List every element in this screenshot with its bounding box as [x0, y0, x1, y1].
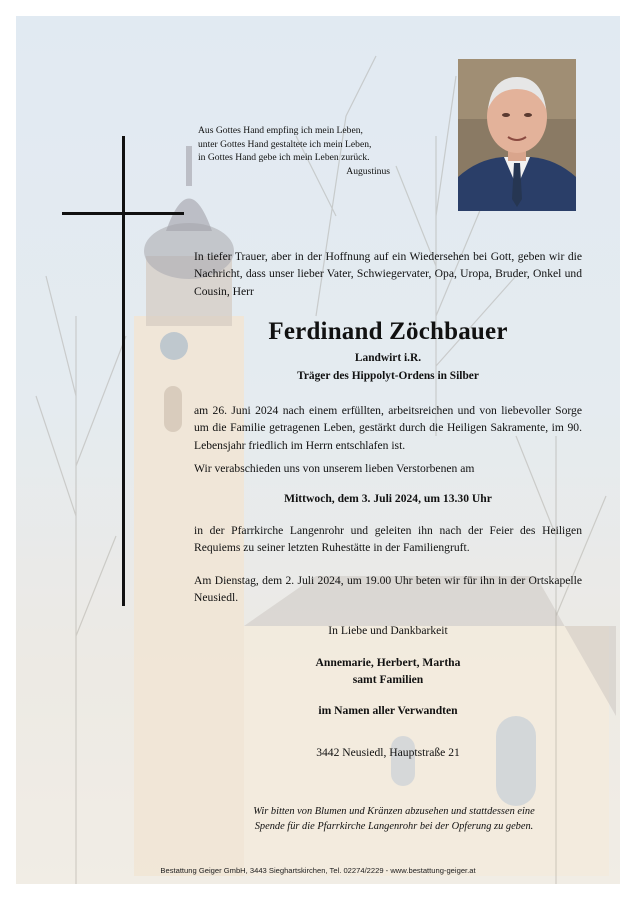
title-occupation: Landwirt i.R.	[354, 352, 422, 364]
quote-line: Aus Gottes Hand empfing ich mein Leben,	[198, 125, 363, 136]
ceremony-paragraph: in der Pfarrkirche Langenrohr und geleiten ihn nach der Feier des Heiligen Requiems zu seiner letzten Ruhestätte in der Familiengruft.	[194, 524, 582, 555]
parte-card	[16, 16, 620, 884]
quote-line: unter Gottes Hand gestaltete ich mein Leben,	[198, 138, 372, 150]
quote-block	[198, 124, 390, 178]
family-address: 3442 Neusiedl, Hauptstraße 21	[316, 746, 460, 759]
deceased-name: Ferdinand Zöchbauer	[268, 318, 508, 345]
cross-horizontal-bar	[62, 212, 184, 215]
funeral-home-footer: Bestattung Geiger GmbH, 3443 Sieghartskirchen, Tel. 02274/2229 - www.bestattung-geiger.at	[160, 866, 476, 875]
closing-line: In Liebe und Dankbarkeit	[328, 624, 448, 637]
quote-line: in Gottes Hand gebe ich mein Leben zurück.	[198, 152, 370, 164]
family-suffix: samt Familien	[352, 673, 424, 686]
funeral-date: Mittwoch, dem 3. Juli 2024, um 13.30 Uhr	[284, 492, 492, 505]
title-honor: Träger des Hippolyt-Ordens in Silber	[297, 370, 479, 382]
relatives-line: im Namen aller Verwandten	[318, 704, 458, 717]
portrait-photo	[458, 59, 576, 211]
donation-note-line: Wir bitten von Blumen und Kränzen abzusehen und stattdessen eine	[253, 806, 535, 817]
donation-note-line: Spende für die Pfarrkirche Langenrohr bei der Opferung zu geben.	[254, 821, 534, 832]
farewell-paragraph: Wir verabschieden uns von unserem lieben Verstorbenen am	[194, 462, 475, 475]
prayer-paragraph: Am Dienstag, dem 2. Juli 2024, um 19.00 Uhr beten wir für ihn in der Ortskapelle Neusiedl.	[194, 574, 582, 605]
death-paragraph: am 26. Juni 2024 nach einem erfüllten, arbeitsreichen und von liebevoller Sorge um die Familie getragenen Leben, gestärkt durch die Heiligen Sakramente, im 90. Lebensjahr friedlich im Herrn entschlafen ist.	[194, 404, 582, 452]
donation-note	[194, 804, 594, 834]
intro-paragraph: In tiefer Trauer, aber in der Hoffnung auf ein Wiedersehen bei Gott, geben wir die Nachricht, dass unser lieber Vater, Schwiegervater, Opa, Uropa, Bruder, Onkel und Cousin, Herr	[194, 250, 582, 298]
cross-vertical-bar	[122, 136, 125, 606]
quote-author: Augustinus	[346, 165, 390, 177]
family-names: Annemarie, Herbert, Martha	[315, 656, 461, 669]
